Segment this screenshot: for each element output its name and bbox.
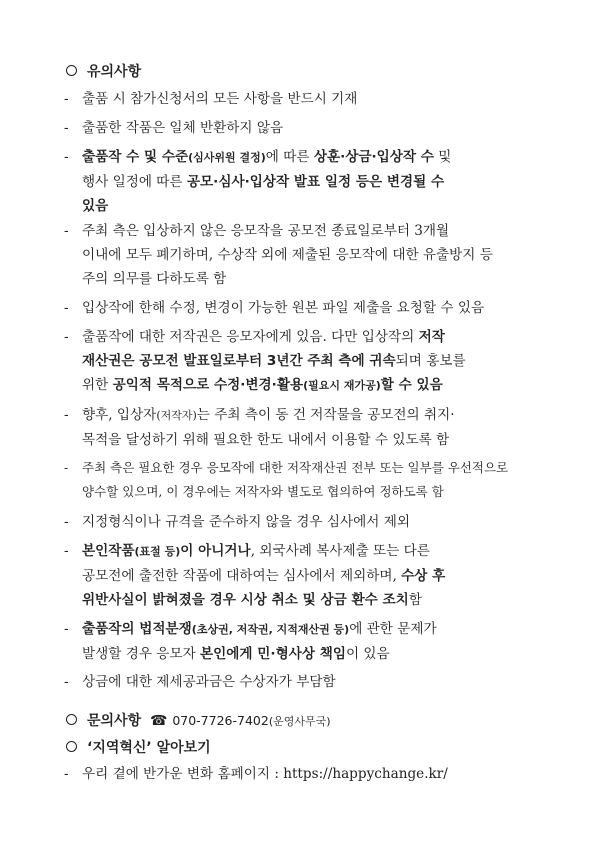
contact-heading	[66, 710, 331, 730]
item-line: 이내에 모두 폐기하며, 수상작 외에 제출된 응모작에 대한 유출방지 등	[82, 247, 493, 263]
contact-title: 문의사항	[87, 713, 142, 729]
item-line: 행사 일정에 따른 공모·심사·입상작 발표 일정 등은 변경될 수	[82, 174, 445, 190]
dash-bullet: -	[64, 329, 69, 345]
list-item	[64, 510, 544, 534]
item-line: 발생할 경우 응모자 본인에게 민·형사상 책임이 있음	[82, 646, 390, 662]
list-item	[64, 670, 544, 694]
list-item	[64, 456, 544, 504]
homepage-link-text[interactable]: 우리 곁에 반가운 변화 홈페이지 : https://happychange.kr/	[82, 766, 448, 782]
item-text: 입상작에 한해 수정, 변경이 가능한 원본 파일 제출을 요청할 수 있음	[82, 300, 485, 316]
list-item	[64, 116, 544, 140]
dash-bullet: -	[64, 407, 69, 423]
list-item	[64, 219, 544, 291]
dash-bullet: -	[64, 674, 69, 690]
dash-bullet: -	[64, 149, 69, 165]
region-title: ‘지역혁신’ 알아보기	[87, 740, 211, 756]
list-item	[64, 145, 544, 218]
list-item	[64, 539, 544, 612]
item-line: 위반사실이 밝혀졌을 경우 시상 취소 및 상금 환수 조치함	[82, 592, 422, 608]
item-line: 향후, 입상자(저작자)는 주최 측이 동 건 저작물을 공모전의 취지·	[82, 407, 455, 423]
item-line: 출품작에 대한 저작권은 응모자에게 있음. 다만 입상작의 저작	[82, 329, 445, 345]
list-item	[64, 325, 544, 398]
item-line: 재산권은 공모전 발표일로부터 3년간 주최 측에 귀속되며 홍보를	[82, 353, 466, 369]
item-line: 양수할 있으며, 이 경우에는 저작자와 별도로 협의하여 정하도록 함	[82, 484, 444, 499]
phone-icon: ☎	[149, 713, 168, 729]
notice-heading	[66, 61, 141, 81]
dash-bullet: -	[64, 120, 69, 136]
item-text: 출품한 작품은 일체 반환하지 않음	[82, 120, 284, 136]
item-line: 출품작의 법적분쟁(초상권, 저작권, 지적재산권 등)에 관한 문제가	[82, 621, 437, 637]
dash-bullet: -	[64, 766, 69, 782]
item-line: 주최 측은 필요한 경우 응모작에 대한 저작재산권 전부 또는 일부를 우선적으로	[82, 460, 509, 475]
region-heading	[66, 737, 211, 757]
dash-bullet: -	[64, 460, 69, 475]
item-line: 주의 의무를 다하도록 함	[82, 271, 227, 287]
list-item	[64, 762, 544, 786]
item-line: 주최 측은 입상하지 않은 응모작을 공모전 종료일로부터 3개월	[82, 223, 450, 239]
dash-bullet: -	[64, 300, 69, 316]
item-line: 본인작품(표절 등)이 아니거나, 외국사례 복사제출 또는 다른	[82, 543, 430, 559]
circle-bullet-icon	[66, 65, 77, 76]
contact-phone: 070-7726-7402	[172, 713, 269, 728]
item-line: 공모전에 출전한 작품에 대하여는 심사에서 제외하며, 수상 후	[82, 568, 446, 584]
dash-bullet: -	[64, 223, 69, 239]
item-text: 상금에 대한 제세공과금은 수상자가 부담함	[82, 674, 336, 690]
circle-bullet-icon	[66, 714, 77, 725]
dash-bullet: -	[64, 621, 69, 637]
item-text: 지정형식이나 규격을 준수하지 않을 경우 심사에서 제외	[82, 514, 410, 530]
contact-office: (운영사무국)	[268, 715, 331, 728]
item-line: 위한 공익적 목적으로 수정·변경·활용(필요시 재가공)할 수 있음	[82, 377, 443, 393]
circle-bullet-icon	[66, 741, 77, 752]
item-line: 출품작 수 및 수준(심사위원 결정)에 따른 상훈·상금·입상작 수 및	[82, 149, 452, 165]
item-line: 있음	[82, 198, 109, 214]
item-text: 출품 시 참가신청서의 모든 사항을 반드시 기재	[82, 91, 358, 107]
notice-title: 유의사항	[87, 64, 142, 80]
list-item	[64, 617, 544, 666]
list-item	[64, 403, 544, 452]
list-item	[64, 296, 544, 320]
dash-bullet: -	[64, 91, 69, 107]
dash-bullet: -	[64, 514, 69, 530]
dash-bullet: -	[64, 543, 69, 559]
list-item	[64, 87, 544, 111]
item-line: 목적을 달성하기 위해 필요한 한도 내에서 이용할 수 있도록 함	[82, 432, 450, 448]
